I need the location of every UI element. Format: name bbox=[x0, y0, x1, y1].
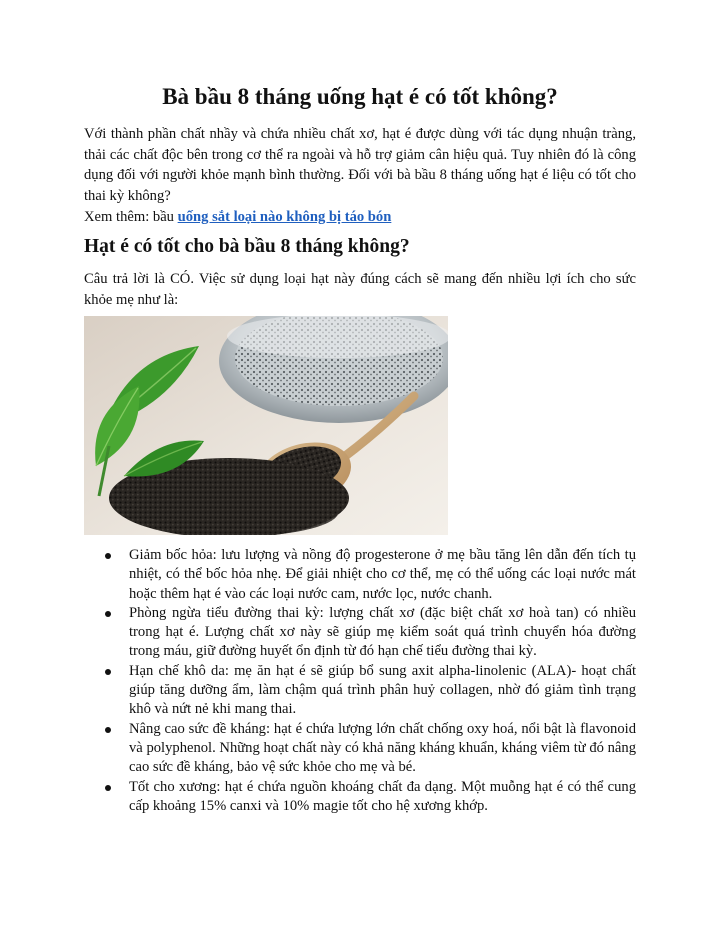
section-heading: Hạt é có tốt cho bà bầu 8 tháng không? bbox=[84, 236, 410, 257]
list-item-text: Tốt cho xương: hạt é chứa nguồn khoáng chất đa dạng. Một muỗng hạt é có thể cung cấp khoảng 15% canxi và 10% magie tốt cho hệ xương khớp. bbox=[129, 778, 636, 814]
list-item bbox=[84, 662, 636, 720]
list-item bbox=[84, 778, 636, 817]
list-item bbox=[84, 720, 636, 778]
basil-seeds-photo bbox=[84, 316, 448, 535]
bullet-dot-icon bbox=[105, 785, 111, 791]
bullet-dot-icon bbox=[105, 669, 111, 675]
bullet-dot-icon bbox=[105, 611, 111, 617]
bullet-dot-icon bbox=[105, 553, 111, 559]
list-item-text: Giảm bốc hỏa: lưu lượng và nồng độ progesterone ở mẹ bầu tăng lên dẫn đến tích tụ nhiệt, có thể bốc hỏa nhẹ. Để giải nhiệt cho cơ thể, mẹ có thể uống các loại nước mát hoặc thêm hạt é vào các loại nước cam, nước lọc, nước chanh. bbox=[129, 547, 636, 602]
see-also-link[interactable]: uống sắt loại nào không bị táo bón bbox=[177, 209, 392, 225]
answer-paragraph: Câu trả lời là CÓ. Việc sử dụng loại hạt này đúng cách sẽ mang đến nhiều lợi ích cho sức khỏe mẹ như là: bbox=[84, 271, 636, 308]
basil-seeds-illustration bbox=[84, 316, 448, 535]
list-item-text: Hạn chế khô da: mẹ ăn hạt é sẽ giúp bổ sung axit alpha-linolenic (ALA)- hoạt chất giúp tăng dưỡng ẩm, làm chậm quá trình phân huỷ collagen, nhờ đó giảm tình trạng khô và nứt nẻ khi mang thai. bbox=[129, 662, 636, 718]
benefits-list bbox=[84, 546, 636, 816]
list-item bbox=[84, 546, 636, 604]
bullet-dot-icon bbox=[105, 727, 111, 733]
see-also-line bbox=[84, 207, 636, 228]
list-item-text: Nâng cao sức đề kháng: hạt é chứa lượng lớn chất chống oxy hoá, nổi bật là flavonoid và polyphenol. Những hoạt chất này có khả năng kháng khuẩn, kháng viêm từ đó nâng cao sức đề kháng, bảo vệ sức khỏe cho mẹ và bé. bbox=[129, 720, 636, 776]
list-item bbox=[84, 604, 636, 662]
see-also-prefix: Xem thêm: bầu bbox=[84, 209, 178, 225]
intro-paragraph: Với thành phần chất nhầy và chứa nhiều chất xơ, hạt é được dùng với tác dụng nhuận tràng, thải các chất độc bên trong cơ thể ra ngoài và hỗ trợ giảm cân hiệu quả. Tuy nhiên đó là công dụng đối với người khỏe mạnh bình thường. Đối với bà bầu 8 tháng uống hạt é liệu có tốt cho thai kỳ không? bbox=[84, 126, 636, 204]
page-title: Bà bầu 8 tháng uống hạt é có tốt không? bbox=[162, 84, 558, 109]
list-item-text: Phòng ngừa tiểu đường thai kỳ: lượng chất xơ (đặc biệt chất xơ hoà tan) có nhiều trong hạt é. Lượng chất xơ này sẽ giúp mẹ kiểm soát quá trình chuyển hóa đường trong máu, giữ đường huyết ổn định từ đó hạn chế tiểu đường thai kỳ. bbox=[129, 604, 636, 660]
